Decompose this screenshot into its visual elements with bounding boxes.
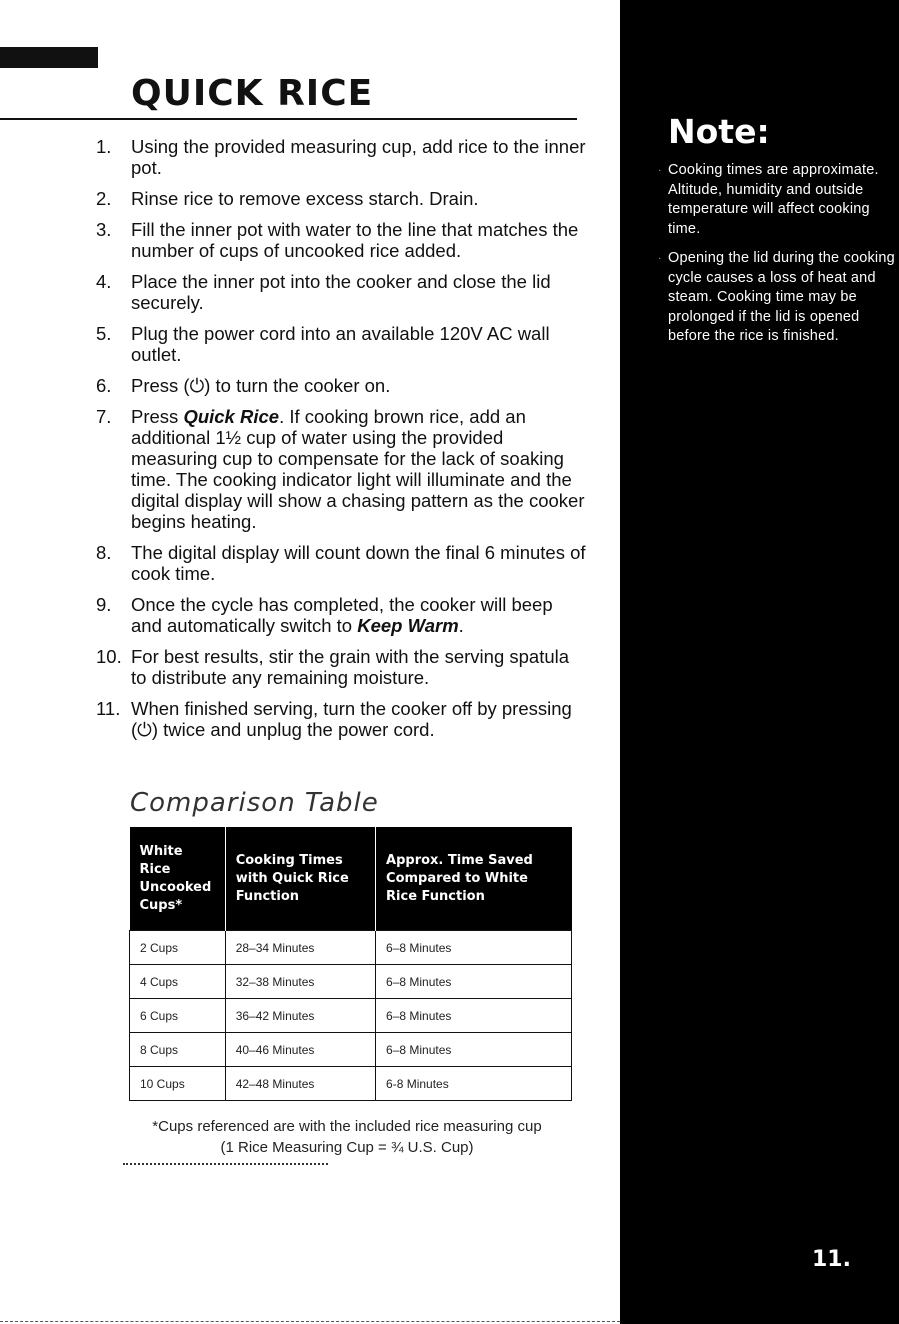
page-title: QUICK RICE <box>131 73 374 114</box>
table-header-cell: Approx. Time Saved Compared to White Rice Function <box>376 827 572 931</box>
table-header-cell: White Rice Uncooked Cups* <box>130 827 226 931</box>
step-text <box>131 594 586 636</box>
step-text-post: . If cooking brown rice, add an additional 1½ cup of water using the provided measuring cup to compensate for the lack of soaking time. The cooking indicator light will illuminate and the digital display will show a chasing pattern as the cooker begins heating. <box>131 406 585 532</box>
step-number: 6. <box>96 375 112 396</box>
bullet-icon: · <box>658 253 662 264</box>
step-item <box>96 646 586 688</box>
table-cell: 8 Cups <box>130 1033 226 1067</box>
table-footnote <box>117 1116 577 1158</box>
table-row <box>130 965 572 999</box>
table-cell: 42–48 Minutes <box>225 1067 375 1101</box>
step-item <box>96 219 586 261</box>
step-number: 1. <box>96 136 112 157</box>
table-cell: 6–8 Minutes <box>376 999 572 1033</box>
table-header-row <box>130 827 572 931</box>
table-cell: 2 Cups <box>130 931 226 965</box>
step-text-pre: Press <box>131 406 184 427</box>
note-text: Cooking times are approximate. Altitude, humidity and outside temperature will affect cooking time. <box>668 162 879 237</box>
table-cell: 6–8 Minutes <box>376 1033 572 1067</box>
title-divider <box>0 118 577 120</box>
table-cell: 32–38 Minutes <box>225 965 375 999</box>
step-text: For best results, stir the grain with the serving spatula to distribute any remaining moisture. <box>131 646 570 688</box>
step-text: Fill the inner pot with water to the line that matches the number of cups of uncooked rice added. <box>131 219 579 261</box>
bullet-icon: · <box>658 165 662 176</box>
note-sidebar <box>620 0 899 1324</box>
step-text-post: . <box>458 615 464 636</box>
step-text-pre: When finished serving, turn the cooker off by pressing ( <box>131 698 572 740</box>
step-item <box>96 271 586 313</box>
table-row <box>130 1067 572 1101</box>
step-item <box>96 594 586 636</box>
comparison-table <box>129 827 572 1101</box>
table-cell: 4 Cups <box>130 965 226 999</box>
note-item <box>658 249 899 347</box>
step-text: Place the inner pot into the cooker and close the lid securely. <box>131 271 551 313</box>
table-cell: 6 Cups <box>130 999 226 1033</box>
power-icon: ⏻ <box>189 375 205 396</box>
table-row <box>130 931 572 965</box>
table-header-cell: Cooking Times with Quick Rice Function <box>225 827 375 931</box>
dotted-separator <box>123 1162 328 1165</box>
step-text <box>131 698 586 740</box>
step-number: 9. <box>96 594 112 615</box>
table-cell: 40–46 Minutes <box>225 1033 375 1067</box>
step-text-post: ) to turn the cooker on. <box>204 375 391 396</box>
step-item <box>96 542 586 584</box>
step-text: Rinse rice to remove excess starch. Drain. <box>131 188 479 209</box>
step-text <box>131 406 586 532</box>
step-text-pre: Press ( <box>131 375 190 396</box>
step-item <box>96 188 586 209</box>
table-cell: 28–34 Minutes <box>225 931 375 965</box>
power-icon: ⏻ <box>137 719 152 740</box>
step-number: 4. <box>96 271 112 292</box>
step-number: 10. <box>96 646 122 667</box>
step-number: 5. <box>96 323 112 344</box>
comparison-heading: Comparison Table <box>130 788 379 818</box>
note-item <box>658 161 899 239</box>
step-text: Plug the power cord into an available 120V AC wall outlet. <box>131 323 550 365</box>
step-item <box>96 406 586 532</box>
step-item <box>96 698 586 740</box>
bottom-border <box>0 1321 620 1322</box>
step-item <box>96 136 586 178</box>
table-row <box>130 1033 572 1067</box>
table-cell: 6–8 Minutes <box>376 965 572 999</box>
step-text-pre: Once the cycle has completed, the cooker will beep and automatically switch to <box>131 594 553 636</box>
step-number: 2. <box>96 188 112 209</box>
quick-rice-label: Quick Rice <box>183 406 280 427</box>
note-title: Note: <box>668 112 770 151</box>
step-number: 3. <box>96 219 112 240</box>
table-cell: 36–42 Minutes <box>225 999 375 1033</box>
footnote-line-2: (1 Rice Measuring Cup = ¾ U.S. Cup) <box>220 1139 474 1156</box>
section-tab-marker <box>0 47 98 68</box>
step-text <box>131 375 586 396</box>
table-cell: 6-8 Minutes <box>376 1067 572 1101</box>
step-number: 7. <box>96 406 112 427</box>
step-text: Using the provided measuring cup, add rice to the inner pot. <box>131 136 586 178</box>
table-cell: 10 Cups <box>130 1067 226 1101</box>
keep-warm-label: Keep Warm <box>357 615 459 636</box>
page-number: 11. <box>812 1247 851 1272</box>
note-text: Opening the lid during the cooking cycle causes a loss of heat and steam. Cooking time may be prolonged if the lid is opened before the rice is finished. <box>668 250 895 344</box>
table-cell: 6–8 Minutes <box>376 931 572 965</box>
table-row <box>130 999 572 1033</box>
step-text-post: ) twice and unplug the power cord. <box>151 719 435 740</box>
note-list <box>658 161 899 357</box>
instruction-steps <box>96 136 586 750</box>
footnote-line-1: *Cups referenced are with the included rice measuring cup <box>152 1118 542 1135</box>
step-number: 11. <box>96 698 121 719</box>
step-item <box>96 375 586 396</box>
step-text: The digital display will count down the final 6 minutes of cook time. <box>131 542 586 584</box>
step-number: 8. <box>96 542 112 563</box>
step-item <box>96 323 586 365</box>
